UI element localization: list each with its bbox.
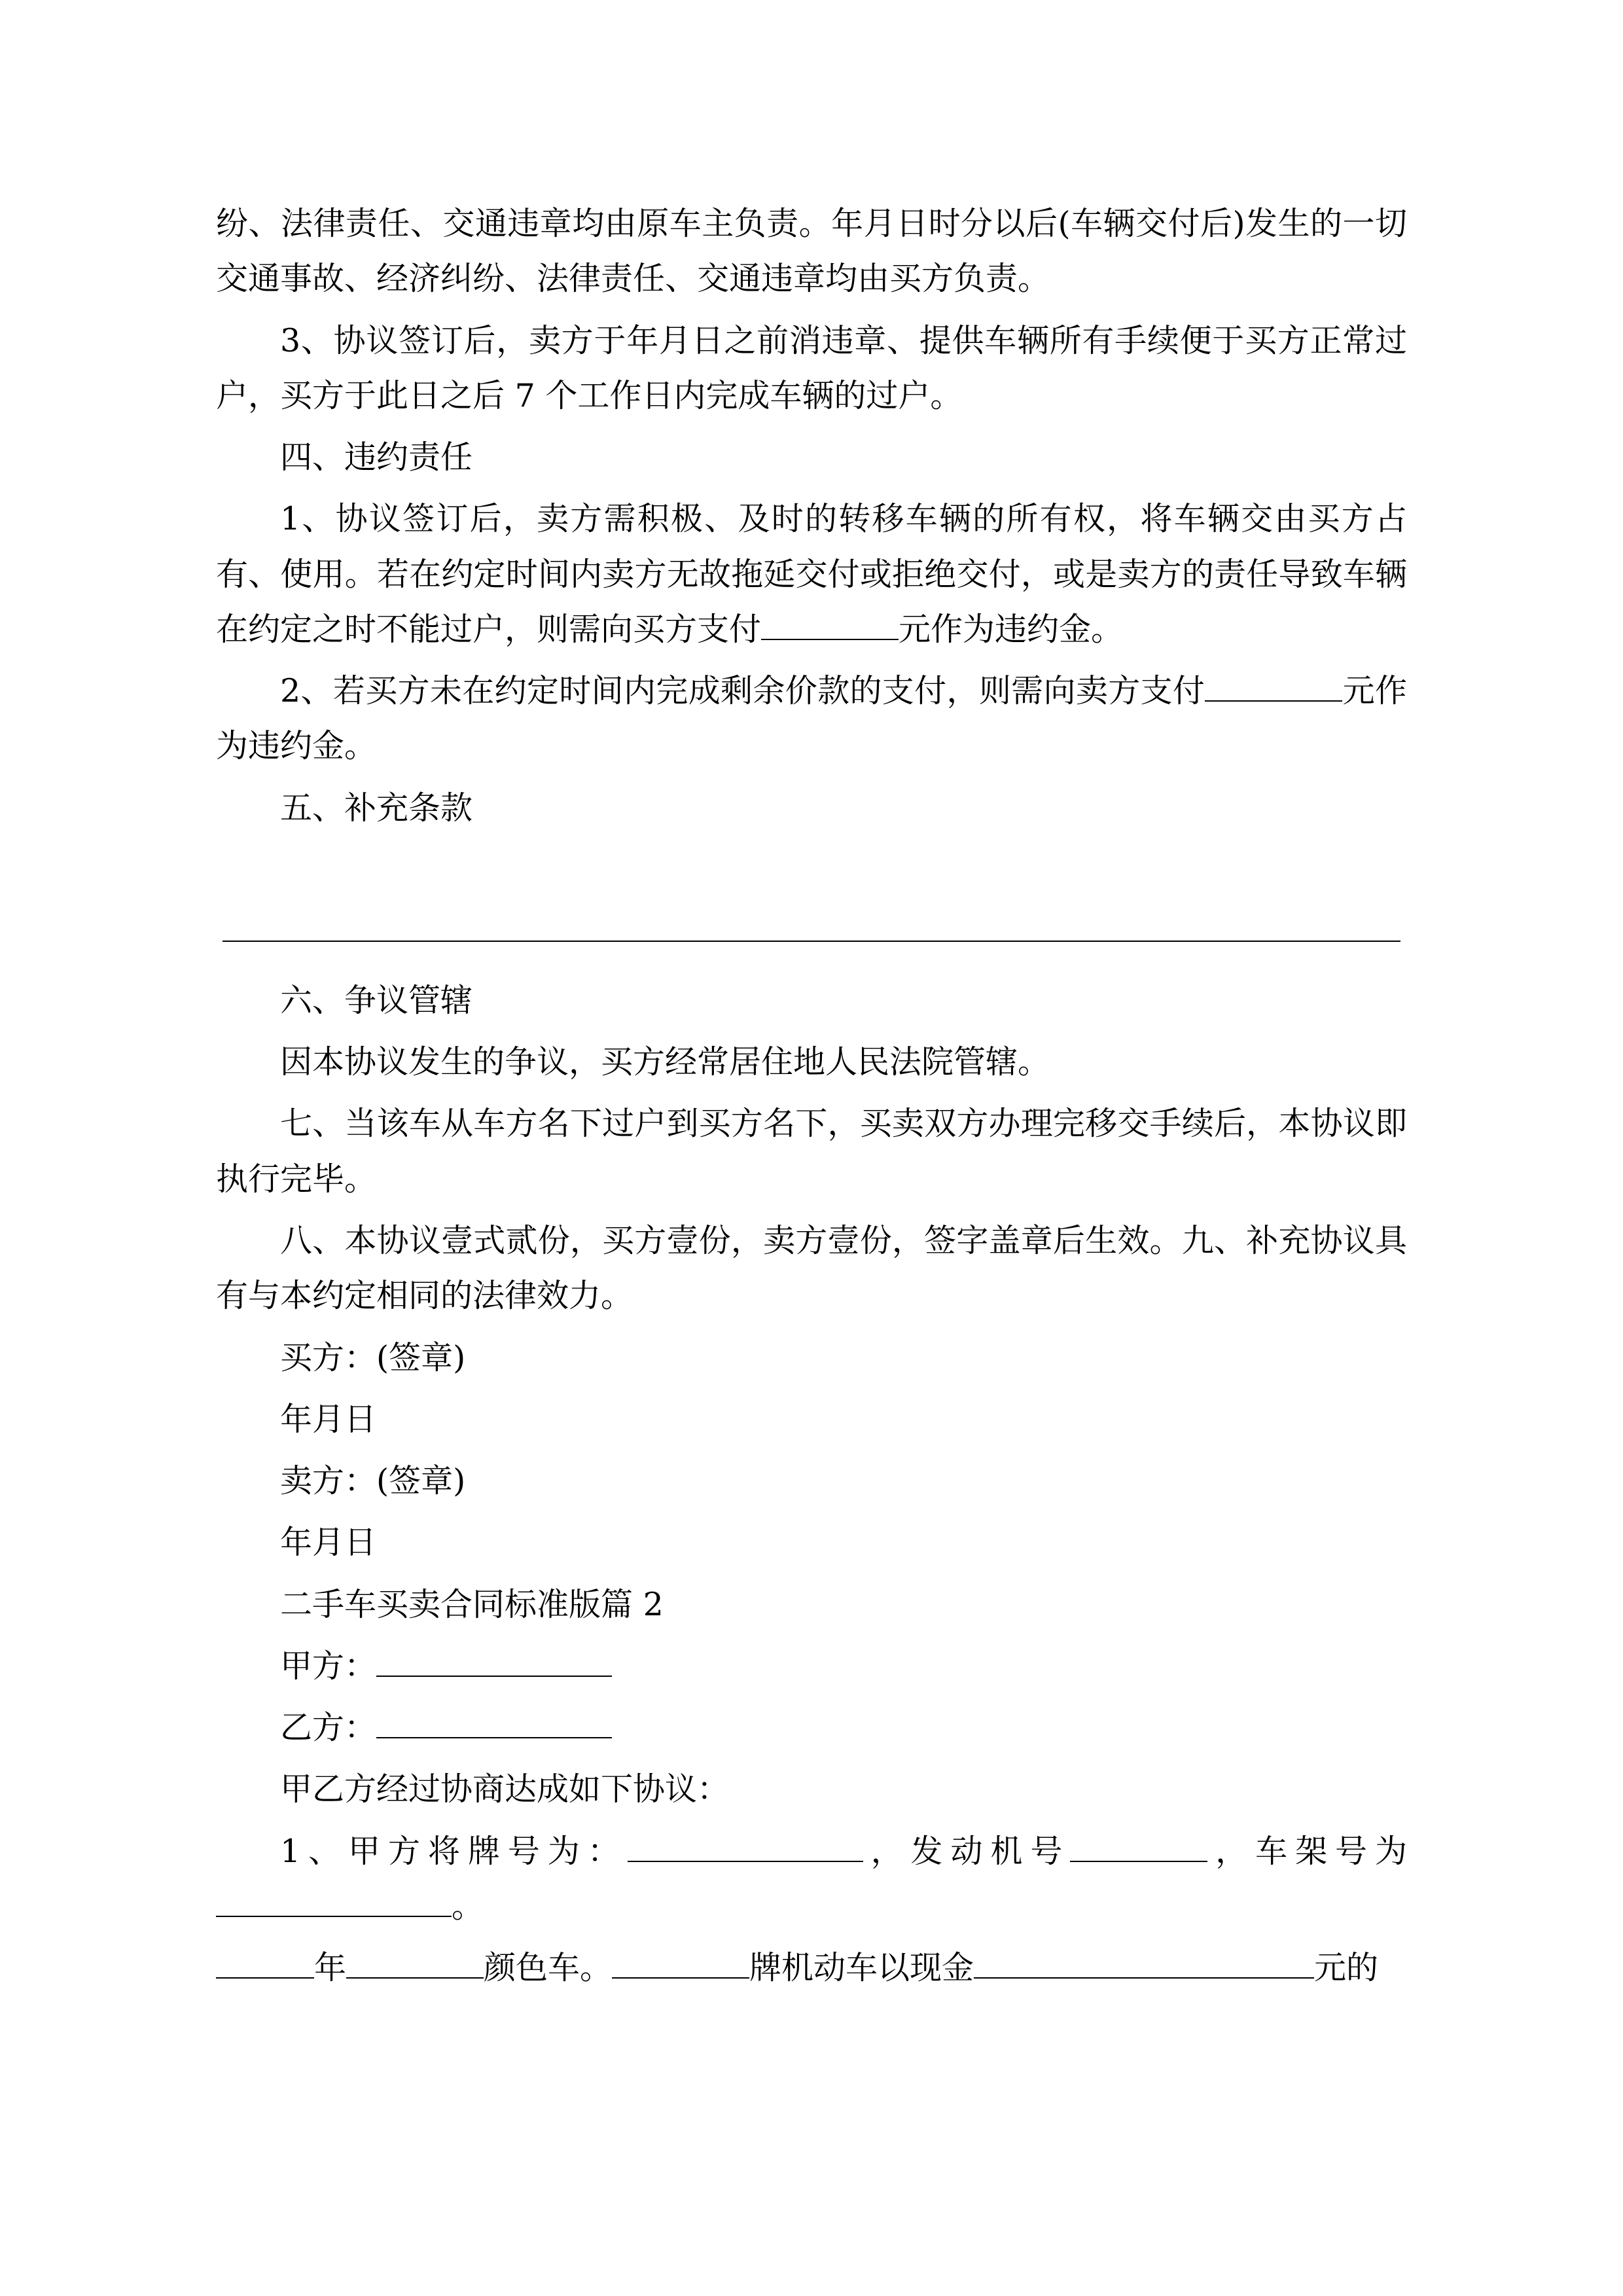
brand-blank[interactable]	[612, 1977, 749, 1979]
cash-amount-blank[interactable]	[974, 1977, 1314, 1979]
supplementary-terms-blank-area[interactable]	[216, 842, 1407, 901]
heading-section-five: 五、补充条款	[280, 789, 473, 827]
clause1-text-4: 。	[452, 1887, 484, 1925]
party-b-label: 乙方：	[280, 1709, 377, 1747]
document-two-title: 二手车买卖合同标准版篇 2	[280, 1585, 664, 1623]
paragraph-item-3: 3、协议签订后，卖方于年月日之前消违章、提供车辆所有手续便于买方正常过户，买方于此日之后 7 个工作日内完成车辆的过户。	[216, 321, 1407, 414]
buyer-signature-line: 买方：(签章)	[280, 1338, 466, 1376]
section4-item2-text-b: 元作为违约金。	[216, 672, 1407, 765]
clause1-text-7: 牌机动车以现金	[749, 1949, 974, 1987]
heading-section-six: 六、争议管辖	[280, 981, 473, 1019]
paragraph-clause-one	[216, 1824, 1407, 1935]
clause1-text-2: ，发动机号	[863, 1832, 1071, 1870]
clause1-text-8: 元的	[1314, 1949, 1379, 1987]
plate-number-blank[interactable]	[628, 1861, 863, 1862]
engine-number-blank[interactable]	[1070, 1861, 1207, 1862]
paragraph-section4-item1	[216, 492, 1407, 657]
vin-number-blank[interactable]	[216, 1916, 452, 1917]
section4-item1-text-b: 元作为违约金。	[899, 610, 1124, 648]
paragraph-carry-over: 纷、法律责任、交通违章均由原车主负责。年月日时分以后(车辆交付后)发生的一切交通事故、经济纠纷、法律责任、交通违章均由买方负责。	[216, 205, 1408, 298]
party-b-blank[interactable]	[376, 1737, 612, 1738]
heading-section-four: 四、违约责任	[280, 439, 473, 476]
agreement-intro: 甲乙方经过协商达成如下协议：	[280, 1770, 730, 1808]
paragraph-section4-item2	[216, 664, 1407, 774]
paragraph-clause-one-cont	[216, 1941, 1407, 1996]
clause1-text-3: ，车架号为	[1207, 1832, 1407, 1870]
party-a-field	[216, 1639, 1407, 1694]
penalty-amount-blank-buyer[interactable]	[1205, 700, 1342, 702]
penalty-amount-blank-seller[interactable]	[761, 639, 899, 640]
section4-item1-text-a: 1、协议签订后，卖方需积极、及时的转移车辆的所有权，将车辆交由买方占有、使用。若在约定时间内卖方无故拖延交付或拒绝交付，或是卖方的责任导致车辆在约定之时不能过户，则需向买方支付	[216, 500, 1407, 648]
year-blank[interactable]	[216, 1977, 314, 1979]
horizontal-divider	[223, 941, 1400, 942]
party-a-blank[interactable]	[376, 1676, 612, 1677]
party-a-label: 甲方：	[280, 1647, 377, 1685]
section4-item2-text-a: 2、若买方未在约定时间内完成剩余价款的支付，则需向卖方支付	[280, 672, 1205, 710]
paragraph-section-eight: 八、本协议壹式贰份，买方壹份，卖方壹份，签字盖章后生效。九、补充协议具有与本约定相同的法律效力。	[216, 1221, 1407, 1315]
buyer-date-line: 年月日	[280, 1400, 377, 1438]
seller-date-line: 年月日	[280, 1524, 377, 1562]
party-b-field	[216, 1700, 1407, 1755]
seller-signature-line: 卖方：(签章)	[280, 1462, 466, 1500]
paragraph-section6-body: 因本协议发生的争议，买方经常居住地人民法院管辖。	[280, 1043, 1050, 1081]
document-body	[216, 196, 1407, 1996]
paragraph-section-seven: 七、当该车从车方名下过户到买方名下，买卖双方办理完移交手续后，本协议即执行完毕。	[216, 1105, 1407, 1198]
clause1-text-5: 年	[314, 1949, 347, 1987]
clause1-text-6: 颜色车。	[484, 1949, 613, 1987]
color-blank[interactable]	[346, 1977, 484, 1979]
clause1-text-1: 1、甲方将牌号为：	[280, 1832, 628, 1870]
